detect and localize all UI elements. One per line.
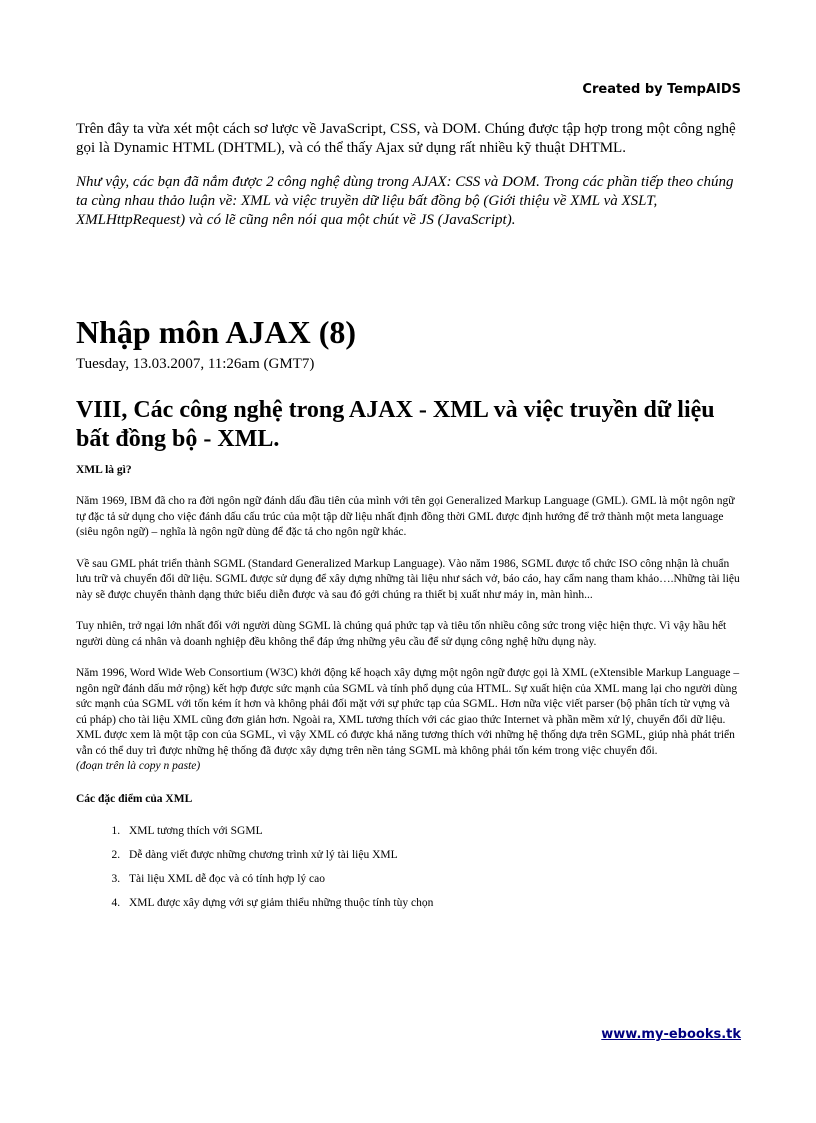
subheading-features: Các đặc điểm của XML <box>76 792 193 805</box>
paragraph-sgml-problems: Tuy nhiên, trở ngại lớn nhất đối với người dùng SGML là chúng quá phức tạp và tiêu tốn nhiều công sức trong việc hiện thực. Vì vậy hầu hết người dùng cá nhân và doanh nghiệp đều không thể đáp ứng những yêu cầu để sử dụng công nghệ hữu dụng này. <box>76 620 727 648</box>
list-item: 2. Dễ dàng viết được những chương trình xử lý tài liệu XML <box>123 847 740 863</box>
list-item: 3. Tài liệu XML dễ đọc và có tính hợp lý cao <box>123 871 740 887</box>
copy-note: (đoạn trên là copy n paste) <box>76 760 201 772</box>
intro-paragraph: Trên đây ta vừa xét một cách sơ lược về JavaScript, CSS, và DOM. Chúng được tập hợp trong một công nghệ gọi là Dynamic HTML (DHTML), và có thể thấy Ajax sử dụng rất nhiều kỹ thuật DHTML. <box>76 121 736 156</box>
paragraph-sgml: Về sau GML phát triển thành SGML (Standard Generalized Markup Language). Vào năm 1986, SGML được tổ chức ISO công nhận là chuẩn lưu trữ và chuyển đổi dữ liệu. SGML được sử dụng để xây dựng những tài liệu như sách vở, báo cáo, hay cẩm nang tham khảo….Những tài liệu này sẽ được chuyển thành dạng thức biểu diễn được và sau đó gởi chúng ra thiết bị xuất như máy in, màn hình... <box>76 557 740 601</box>
paragraph-xml-origin-text: Năm 1996, Word Wide Web Consortium (W3C) khởi động kế hoạch xây dựng một ngôn ngữ được gọi là XML (eXtensible Markup Language – ngôn ngữ đánh dấu mở rộng) kết hợp được sức mạnh của SGML và tính phổ dụng của HTML. Sự xuất hiện của XML mang lại cho người dùng sức mạnh của SGML với tốn kém ít hơn và không phải đối mặt với sự phức tạp của SGML. Hơn nữa việc viết parser (bộ phân tích từ vựng và cú pháp) cho tài liệu XML cũng đơn giản hơn. Ngoài ra, XML tương thích với các giao thức Internet và phần mềm xử lý, chuyển đổi dữ liệu. XML được xem là một tập con của SGML, vì vậy XML có được khả năng tương thích với những hệ thống dựa trên SGML, giúp nhà phát triển vẫn có thể duy trì được những hệ thống đã được xây dựng trên nền tảng SGML mà không phải tốn kém trong việc chuyển đổi. <box>76 667 740 757</box>
list-item: 1. XML tương thích với SGML <box>123 823 740 839</box>
intro-summary-paragraph: Như vậy, các bạn đã nắm được 2 công nghệ dùng trong AJAX: CSS và DOM. Trong các phần tiếp theo chúng ta cùng nhau thảo luận về: XML và việc truyền dữ liệu bất đồng bộ (Giới thiệu về XML và XSLT, XMLHttpRequest) và có lẽ cũng nên nói qua một chút về JS (JavaScript). <box>76 174 734 228</box>
footer-website-link[interactable]: www.my-ebooks.tk <box>601 1027 741 1042</box>
header-credit: Created by TempAIDS <box>582 82 741 97</box>
document-body <box>76 120 740 919</box>
article-date: Tuesday, 13.03.2007, 11:26am (GMT7) <box>76 356 315 372</box>
subheading-what-is-xml: XML là gì? <box>76 464 132 476</box>
paragraph-xml-origin <box>76 666 740 775</box>
paragraph-history-gml: Năm 1969, IBM đã cho ra đời ngôn ngữ đánh dấu đầu tiên của mình với tên gọi Generalized Markup Language (GML). GML là một ngôn ngữ tự đặc tả sử dụng cho việc đánh dấu cấu trúc của một tập dữ liệu nhất định đồng thời GML được định hướng để trở thành một meta language (siêu ngôn ngữ) – nghĩa là ngôn ngữ dùng để đặc tả cho ngôn ngữ khác. <box>76 495 735 538</box>
features-list <box>76 823 740 911</box>
section-heading: VIII, Các công nghệ trong AJAX - XML và việc truyền dữ liệu bất đồng bộ - XML. <box>76 397 715 452</box>
article-title: Nhập môn AJAX (8) <box>76 314 357 350</box>
list-item: 4. XML được xây dựng với sự giảm thiểu những thuộc tính tùy chọn <box>123 895 740 911</box>
